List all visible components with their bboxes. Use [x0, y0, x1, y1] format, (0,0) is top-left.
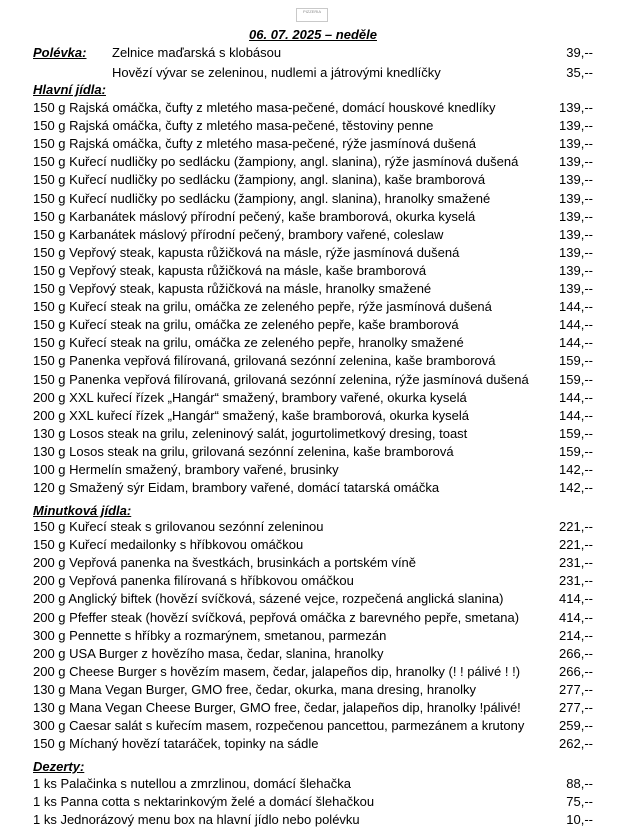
main-dish-item — [33, 425, 593, 443]
item-price: 139,-- — [559, 136, 593, 152]
item-description: 200 g Anglický biftek (hovězí svíčková, sázené vejce, rozpečená anglická slanina) — [33, 591, 504, 607]
item-price: 159,-- — [559, 425, 593, 441]
item-price: 139,-- — [559, 281, 593, 296]
main-dish-item — [33, 190, 593, 208]
item-price: 214,-- — [559, 627, 593, 643]
item-price: 144,-- — [559, 407, 593, 423]
main-dish-item — [33, 352, 593, 370]
item-description: 1 ks Jednorázový menu box na hlavní jídlo nebo polévku — [33, 812, 360, 828]
item-description: 150 g Rajská omáčka, čufty z mletého masa-pečené, těstoviny penne — [33, 118, 434, 134]
item-description: 200 g Pfeffer steak (hovězí svíčková, pepřová omáčka z barevného pepře, smetana) — [33, 609, 520, 625]
minute-dish-item — [33, 609, 593, 627]
item-description: 150 g Kuřecí steak na grilu, omáčka ze zeleného pepře, kaše bramborová — [33, 317, 459, 333]
item-description: 150 g Rajská omáčka, čufty z mletého masa-pečené, rýže jasmínová dušená — [33, 136, 476, 152]
item-price: 139,-- — [559, 226, 593, 242]
item-price: 159,-- — [559, 371, 593, 387]
item-price: 231,-- — [559, 573, 593, 589]
item-description: 200 g XXL kuřecí řízek „Hangár“ smažený, kaše bramborová, okurka kyselá — [33, 407, 469, 423]
main-dish-item — [33, 135, 593, 153]
item-description: 1 ks Palačinka s nutellou a zmrzlinou, domácí šlehačka — [33, 776, 351, 791]
item-price: 231,-- — [559, 555, 593, 571]
item-price: 39,-- — [566, 45, 593, 60]
item-price: 139,-- — [559, 172, 593, 188]
item-price: 88,-- — [566, 776, 593, 791]
item-price: 142,-- — [559, 480, 593, 496]
item-price: 139,-- — [559, 190, 593, 206]
main-dish-item — [33, 407, 593, 425]
section-soup: Polévka: — [33, 45, 87, 60]
main-dish-item — [33, 226, 593, 244]
item-price: 414,-- — [559, 591, 593, 607]
item-description: 200 g Vepřová panenka filírovaná s hříbkovou omáčkou — [33, 573, 354, 589]
minute-dish-item — [33, 681, 593, 699]
main-dish-item — [33, 244, 593, 262]
item-description: 130 g Mana Vegan Cheese Burger, GMO free, čedar, jalapeños dip, hranolky !pálivé! — [33, 700, 521, 715]
item-description: 200 g USA Burger z hovězího masa, čedar, slanina, hranolky — [33, 645, 384, 661]
item-price: 75,-- — [566, 794, 593, 810]
item-description: 150 g Vepřový steak, kapusta růžičková na másle, hranolky smažené — [33, 281, 432, 296]
item-price: 259,-- — [559, 718, 593, 734]
item-description: 150 g Panenka vepřová filírovaná, grilovaná sezónní zelenina, kaše bramborová — [33, 353, 496, 369]
minute-dish-item — [33, 572, 593, 590]
item-price: 139,-- — [559, 208, 593, 224]
item-description: 130 g Losos steak na grilu, grilovaná sezónní zelenina, kaše bramborová — [33, 443, 454, 459]
item-description: 150 g Míchaný hovězí tataráček, topinky na sádle — [33, 736, 319, 752]
main-dish-item — [33, 208, 593, 226]
item-price: 142,-- — [559, 462, 593, 477]
logo-text: PIZZERIA — [302, 9, 321, 14]
item-price: 139,-- — [559, 100, 593, 115]
item-description: 150 g Kuřecí nudličky po sedlácku (žampiony, angl. slanina), hranolky smažené — [33, 190, 491, 206]
item-price: 221,-- — [559, 519, 593, 534]
main-dish-item — [33, 479, 593, 497]
item-description: 130 g Mana Vegan Burger, GMO free, čedar, okurka, mana dresing, hranolky — [33, 681, 476, 697]
soup-item — [33, 44, 593, 62]
restaurant-logo — [296, 8, 328, 22]
main-dish-item — [33, 316, 593, 334]
item-price: 262,-- — [559, 736, 593, 752]
item-description: 150 g Karbanátek máslový přírodní pečený, brambory vařené, coleslaw — [33, 226, 444, 242]
item-description: 130 g Losos steak na grilu, zeleninový salát, jogurtolimetkový dresing, toast — [33, 425, 468, 441]
item-price: 139,-- — [559, 118, 593, 134]
item-description: 200 g Cheese Burger s hovězím masem, čedar, jalapeños dip, hranolky (! ! pálivé ! !) — [33, 663, 521, 679]
item-description: 150 g Kuřecí steak s grilovanou sezónní zeleninou — [33, 519, 324, 534]
main-dish-item — [33, 298, 593, 316]
item-price: 139,-- — [559, 262, 593, 278]
dessert-item — [33, 811, 593, 829]
item-price: 266,-- — [559, 645, 593, 661]
soup-item — [33, 64, 593, 82]
main-dish-item — [33, 334, 593, 352]
item-description: 150 g Kuřecí nudličky po sedlácku (žampiony, angl. slanina), rýže jasmínová dušená — [33, 154, 519, 170]
main-dish-item — [33, 461, 593, 479]
main-dish-item — [33, 371, 593, 389]
item-price: 144,-- — [559, 335, 593, 351]
item-price: 159,-- — [559, 353, 593, 369]
item-description: 150 g Kuřecí medailonky s hříbkovou omáčkou — [33, 537, 304, 553]
item-price: 159,-- — [559, 443, 593, 459]
minute-dish-item — [33, 536, 593, 554]
main-dish-item — [33, 99, 593, 117]
item-description: 300 g Pennette s hříbky a rozmarýnem, smetanou, parmezán — [33, 627, 387, 643]
item-price: 144,-- — [559, 299, 593, 315]
section-minute-dishes: Minutková jídla: — [33, 503, 132, 518]
minute-dish-item — [33, 699, 593, 717]
item-description: 200 g Vepřová panenka na švestkách, brusinkách a portském víně — [33, 555, 417, 571]
minute-dish-item — [33, 717, 593, 735]
item-description: Hovězí vývar se zeleninou, nudlemi a játrovými knedlíčky — [112, 65, 441, 80]
main-dish-item — [33, 389, 593, 407]
item-description: 1 ks Panna cotta s nektarinkovým želé a domácí šlehačkou — [33, 794, 375, 810]
main-dish-item — [33, 280, 593, 298]
minute-dish-item — [33, 554, 593, 572]
item-price: 144,-- — [559, 317, 593, 333]
minute-dish-item — [33, 645, 593, 663]
main-dish-item — [33, 262, 593, 280]
item-price: 266,-- — [559, 663, 593, 679]
dessert-item — [33, 793, 593, 811]
item-price: 10,-- — [566, 812, 593, 828]
item-description: 150 g Vepřový steak, kapusta růžičková na másle, kaše bramborová — [33, 262, 427, 278]
minute-dish-item — [33, 735, 593, 753]
item-price: 277,-- — [559, 681, 593, 697]
minute-dish-item — [33, 663, 593, 681]
item-price: 139,-- — [559, 154, 593, 170]
minute-dish-item — [33, 627, 593, 645]
item-price: 414,-- — [559, 609, 593, 625]
item-description: 150 g Panenka vepřová filírovaná, grilovaná sezónní zelenina, rýže jasmínová dušená — [33, 371, 529, 387]
item-price: 139,-- — [559, 244, 593, 260]
item-description: 300 g Caesar salát s kuřecím masem, rozpečenou pancettou, parmezánem a krutony — [33, 718, 525, 734]
main-dish-item — [33, 443, 593, 461]
item-description: 150 g Vepřový steak, kapusta růžičková na másle, rýže jasmínová dušená — [33, 244, 460, 260]
item-price: 144,-- — [559, 389, 593, 405]
item-description: 150 g Karbanátek máslový přírodní pečený, kaše bramborová, okurka kyselá — [33, 208, 476, 224]
item-description: 150 g Kuřecí nudličky po sedlácku (žampiony, angl. slanina), kaše bramborová — [33, 172, 486, 188]
item-description: 150 g Kuřecí steak na grilu, omáčka ze zeleného pepře, rýže jasmínová dušená — [33, 299, 492, 315]
item-description: 100 g Hermelín smažený, brambory vařené, brusinky — [33, 462, 339, 477]
item-description: 200 g XXL kuřecí řízek „Hangár“ smažený, brambory vařené, okurka kyselá — [33, 389, 467, 405]
section-desserts: Dezerty: — [33, 759, 85, 774]
main-dish-item — [33, 153, 593, 171]
menu-date: 06. 07. 2025 – neděle — [249, 27, 377, 42]
item-price: 277,-- — [559, 700, 593, 715]
item-description: 150 g Rajská omáčka, čufty z mletého masa-pečené, domácí houskové knedlíky — [33, 100, 496, 115]
main-dish-item — [33, 171, 593, 189]
dessert-item — [33, 775, 593, 793]
item-description: 120 g Smažený sýr Eidam, brambory vařené, domácí tatarská omáčka — [33, 480, 440, 496]
item-price: 35,-- — [566, 65, 593, 80]
minute-dish-item — [33, 518, 593, 536]
item-price: 221,-- — [559, 537, 593, 553]
item-description: 150 g Kuřecí steak na grilu, omáčka ze zeleného pepře, hranolky smažené — [33, 335, 464, 351]
minute-dish-item — [33, 590, 593, 608]
item-description: Zelnice maďarská s klobásou — [112, 45, 282, 60]
section-main-dishes: Hlavní jídla: — [33, 82, 106, 97]
main-dish-item — [33, 117, 593, 135]
